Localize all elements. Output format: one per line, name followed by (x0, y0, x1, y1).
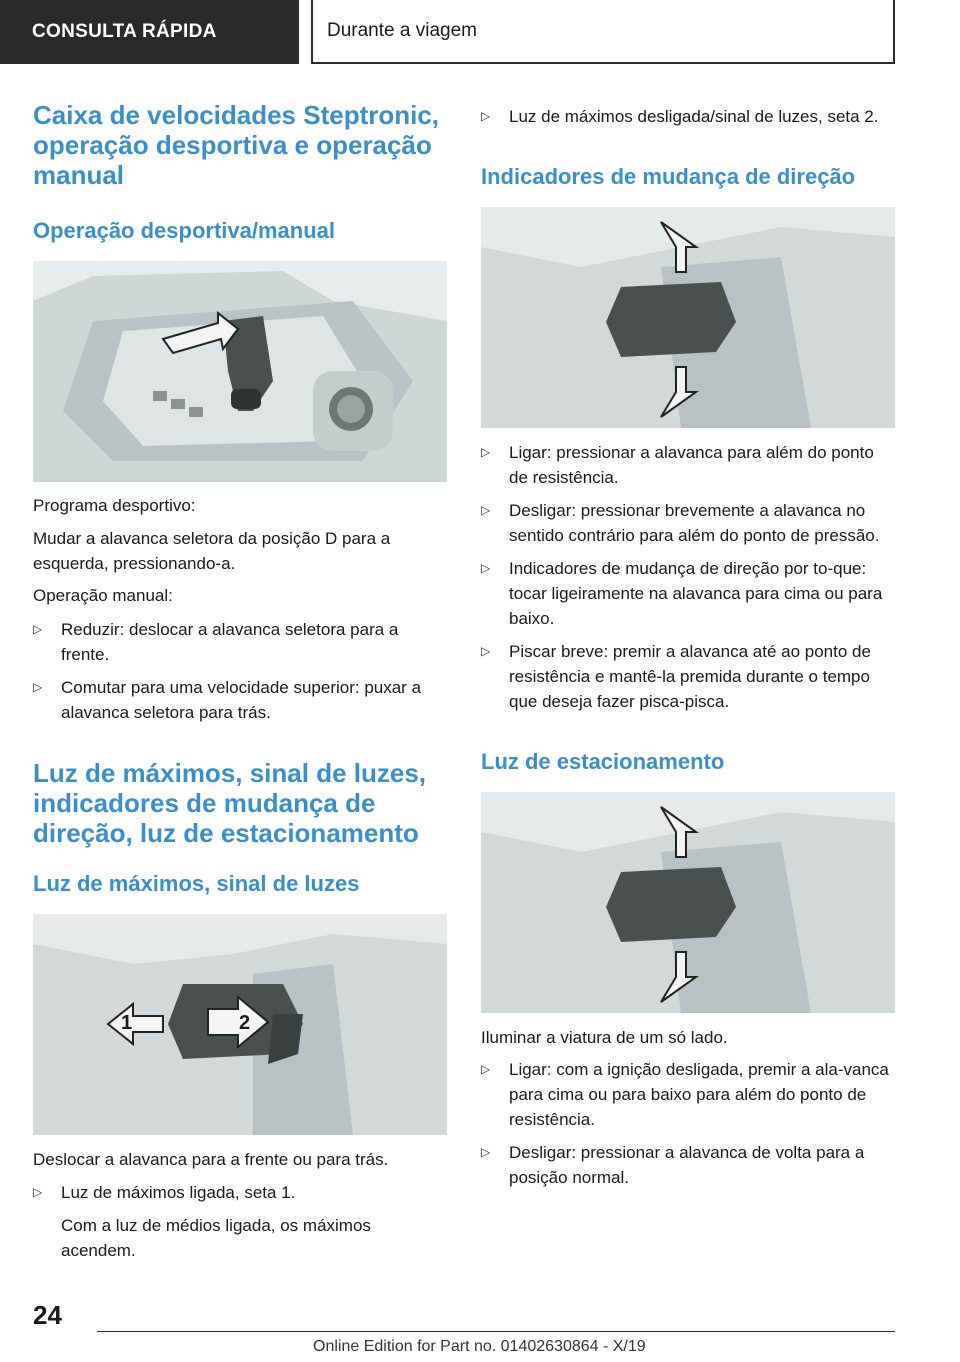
subheading-sport-manual: Operação desportiva/manual (33, 218, 335, 243)
para-manual-operation: Operação manual: (33, 586, 173, 605)
heading-lights: Luz de máximos, sinal de luzes, indicadores de mudança de direção, luz de estacionamento (33, 758, 427, 848)
bullet-parking-off: ▷ Desligar: pressionar a alavanca de volta para a posição normal. (481, 1140, 895, 1190)
bullet-parking-on: ▷ Ligar: com a ignição desligada, premir a ala-vanca para cima ou para baixo para além do ponto de resistência. (481, 1057, 895, 1132)
bullet-triangle-icon: ▷ (33, 1185, 43, 1199)
footer-divider (97, 1331, 895, 1332)
subheading-parking-light: Luz de estacionamento (481, 749, 725, 774)
para-lever-direction: Deslocar a alavanca para a frente ou para trás. (33, 1150, 389, 1169)
bullet-upshift: ▷ Comutar para uma velocidade superior: puxar a alavanca seletora para trás. (33, 675, 447, 725)
figure-label-2: 2 (239, 1012, 251, 1034)
bullet-triangle-icon: ▷ (33, 680, 43, 694)
bullet-triangle-icon: ▷ (33, 622, 43, 636)
heading-steptronic: Caixa de velocidades Steptronic, operação desportiva e operação manual (33, 100, 440, 190)
right-column (481, 100, 895, 1190)
para-parking-desc: Iluminar a viatura de um só lado. (481, 1028, 728, 1047)
gear-selector-figure (33, 261, 447, 482)
left-column (33, 100, 447, 1263)
subheading-high-beam: Luz de máximos, sinal de luzes (33, 871, 360, 896)
bullet-turn-on: ▷ Ligar: pressionar a alavanca para além do ponto de resistência. (481, 440, 895, 490)
bullet-triangle-icon: ▷ (481, 1062, 491, 1076)
chapter-tab (311, 0, 895, 64)
bullet-triangle-icon: ▷ (481, 1145, 491, 1159)
subheading-turn-signals: Indicadores de mudança de direção (481, 164, 856, 189)
bullet-brief-flash: ▷ Piscar breve: premir a alavanca até ao ponto de resistência e mantê-la premida durante o tempo que deseja fazer pisca-pisca. (481, 639, 895, 714)
section-title: CONSULTA RÁPIDA (32, 21, 217, 42)
figure-label-1: 1 (121, 1012, 133, 1034)
bullet-triangle-icon: ▷ (481, 445, 491, 459)
para-sport-program: Programa desportivo: (33, 496, 196, 515)
bullet-turn-touch: ▷ Indicadores de mudança de direção por to-que: tocar ligeiramente na alavanca para cima ou para baixo. (481, 556, 895, 631)
bullet-downshift: ▷ Reduzir: deslocar a alavanca seletora para a frente. (33, 617, 447, 667)
turn-signal-figure (481, 207, 895, 428)
bullet-high-beam-off: ▷ Luz de máximos desligada/sinal de luzes, seta 2. (481, 104, 895, 129)
high-beam-figure (33, 914, 447, 1135)
section-tab (0, 0, 299, 64)
chapter-title: Durante a viagem (327, 20, 477, 41)
para-sport-instruction: Mudar a alavanca seletora da posição D para a esquerda, pressionando-a. (33, 529, 391, 573)
bullet-turn-off: ▷ Desligar: pressionar brevemente a alavanca no sentido contrário para além do ponto de pressão. (481, 498, 895, 548)
parking-light-figure (481, 792, 895, 1013)
bullet-high-beam-on: ▷ Luz de máximos ligada, seta 1. (33, 1180, 447, 1205)
page-number: 24 (33, 1300, 62, 1330)
footer-edition: Online Edition for Part no. 01402630864 - X/19 (313, 1338, 646, 1355)
para-low-beam-note: Com a luz de médios ligada, os máximos acendem. (61, 1216, 371, 1260)
bullet-triangle-icon: ▷ (481, 503, 491, 517)
bullet-triangle-icon: ▷ (481, 561, 491, 575)
bullet-triangle-icon: ▷ (481, 644, 491, 658)
bullet-triangle-icon: ▷ (481, 109, 491, 123)
